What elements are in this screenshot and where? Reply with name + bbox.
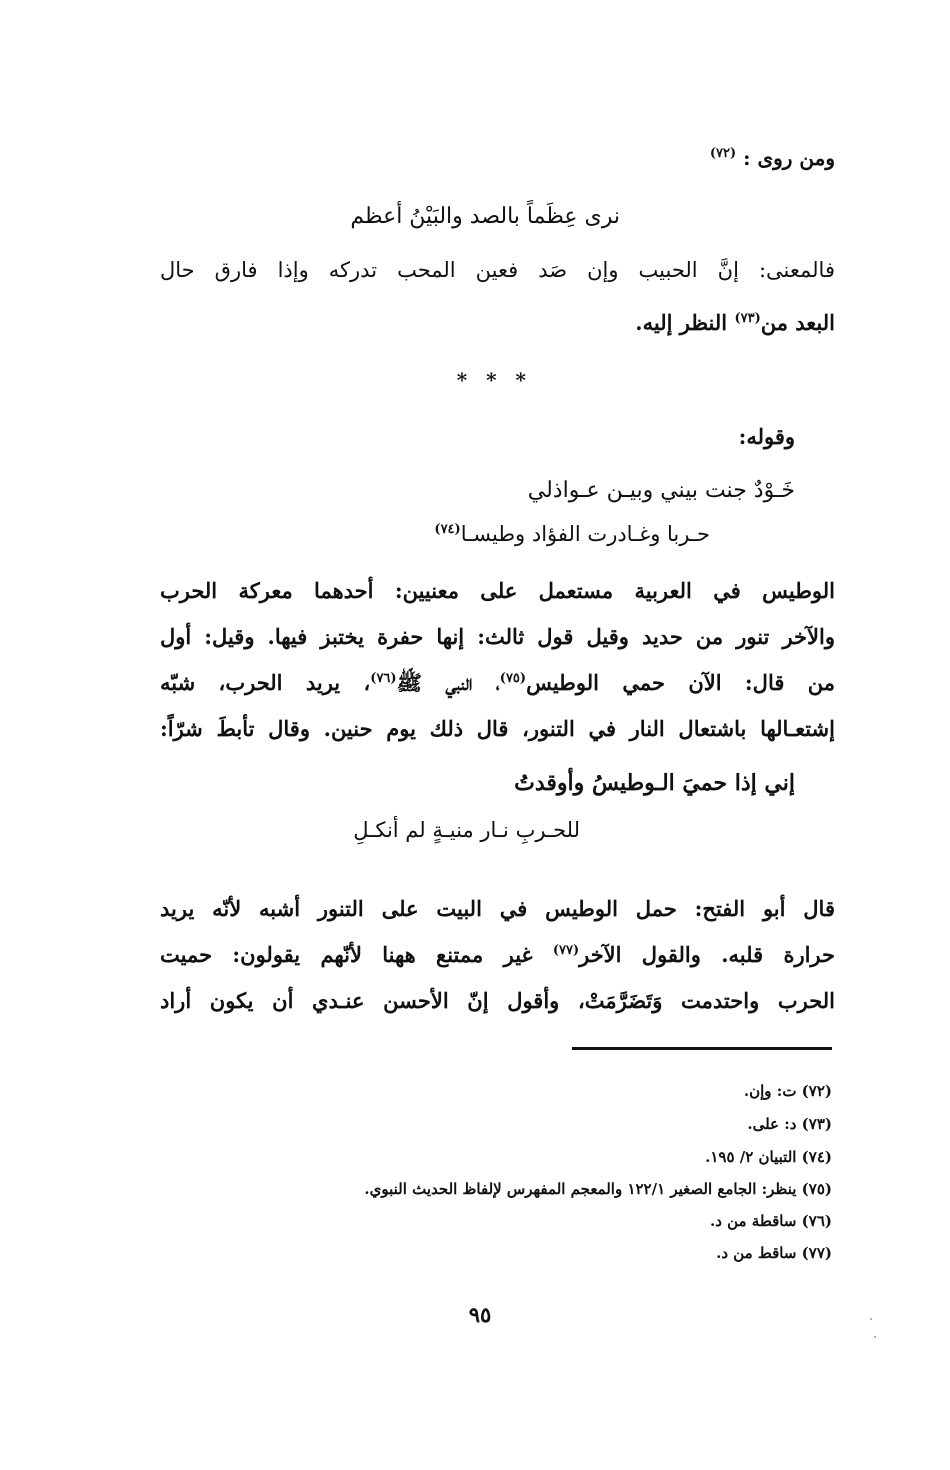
footnote: (٧٦) ساقطة من د. xyxy=(709,1212,832,1230)
footnote-divider xyxy=(572,1047,832,1050)
footnote: (٧٢) ت: وإن. xyxy=(743,1082,832,1100)
para1-line-4: إشتعـالها باشتعال النار في التنور، قال ذلك يوم حنين. وقال تأبطَ شرّاً: xyxy=(160,716,835,741)
intro-line xyxy=(710,146,835,170)
para2-line-2b: غير ممتنع ههنا لأنّهم يقولون: حميت xyxy=(160,942,553,967)
para1-line-1: الوطيس في العربية مستعمل على معنيين: أحدهما معركة الحرب xyxy=(160,578,835,603)
footnote-ref: (٧٥) xyxy=(499,671,527,686)
meaning-line-2b: النظر إليه. xyxy=(635,310,735,335)
footnote-ref: (٧٣) xyxy=(734,311,761,326)
page-number: ٩٥ xyxy=(468,1302,492,1327)
para1-line-3b: ، النبي ﷺ xyxy=(396,670,500,695)
verse-line: خَـوْدٌ جنت بيني وبيـن عـواذلي xyxy=(527,478,795,503)
para1-line-2: والآخر تنور من حديد وقيل قول ثالث: إنها حفرة يختبز فيها. وقيل: أول xyxy=(160,624,835,649)
footnote-ref: (٧٤) xyxy=(434,522,461,537)
footnote-ref: (٧٢) xyxy=(709,146,737,161)
footnote-ref: (٧٧) xyxy=(552,943,580,958)
paragraph-line xyxy=(160,716,835,741)
scan-speck xyxy=(870,1318,872,1320)
scan-speck xyxy=(874,1336,876,1338)
verse-line: إني إذا حميَ الـوطيسُ وأوقدتُ xyxy=(514,770,795,796)
paragraph-line xyxy=(160,624,835,649)
verse-line xyxy=(434,522,710,546)
para2-line-2a: حرارة قلبه. والقول الآخر xyxy=(579,942,835,967)
paragraph-line xyxy=(635,310,835,335)
intro-text: ومن روى : xyxy=(743,146,835,170)
footnote: (٧٣) د: على. xyxy=(747,1115,832,1133)
footnote-ref: (٧٦) xyxy=(370,671,397,686)
paragraph-line xyxy=(160,942,835,967)
para2-line-3: الحرب واحتدمت وَتَضَرَّمَتْ، وأقول إنّ الأحسن عنـدي أن يكون أراد xyxy=(160,988,835,1013)
para1-line-3a: من قال: الآن حمي الوطيس xyxy=(526,670,835,695)
paragraph-line xyxy=(160,670,835,701)
para1-line-3c: ، يريد الحرب، شبّه xyxy=(160,670,371,695)
section-separator: * * * xyxy=(456,368,532,392)
paragraph-line xyxy=(160,896,835,921)
footnote: (٧٥) ينظر: الجامع الصغير ١٢٢/١ والمعجم المفهرس لإلفاظ الحديث النبوي. xyxy=(364,1180,832,1198)
verse-line: نرى عِظَماً بالصد والبَيْنُ أعظم xyxy=(350,204,620,229)
paragraph-line xyxy=(160,578,835,603)
verse-line: للحـربِ نـار منيـةٍ لم أنكـلِ xyxy=(353,818,580,842)
footnote: (٧٧) ساقط من د. xyxy=(716,1244,832,1262)
meaning-line-1: فالمعنى: إنَّ الحبيب وإن صَد فعين المحب تدركه وإذا فارق حال xyxy=(160,258,835,282)
verse-line-2: حـربا وغـادرت الفؤاد وطيسـا xyxy=(460,522,710,546)
meaning-line-2a: البعد من xyxy=(760,310,835,335)
para2-line-1: قال أبو الفتح: حمل الوطيس في البيت على التنور أشبه لأنّه يريد xyxy=(160,896,835,921)
footnote: (٧٤) التبيان ٢/ ١٩٥. xyxy=(705,1148,832,1166)
quote-label: وقوله: xyxy=(738,424,795,449)
paragraph-line xyxy=(160,258,835,282)
paragraph-line xyxy=(160,988,835,1013)
